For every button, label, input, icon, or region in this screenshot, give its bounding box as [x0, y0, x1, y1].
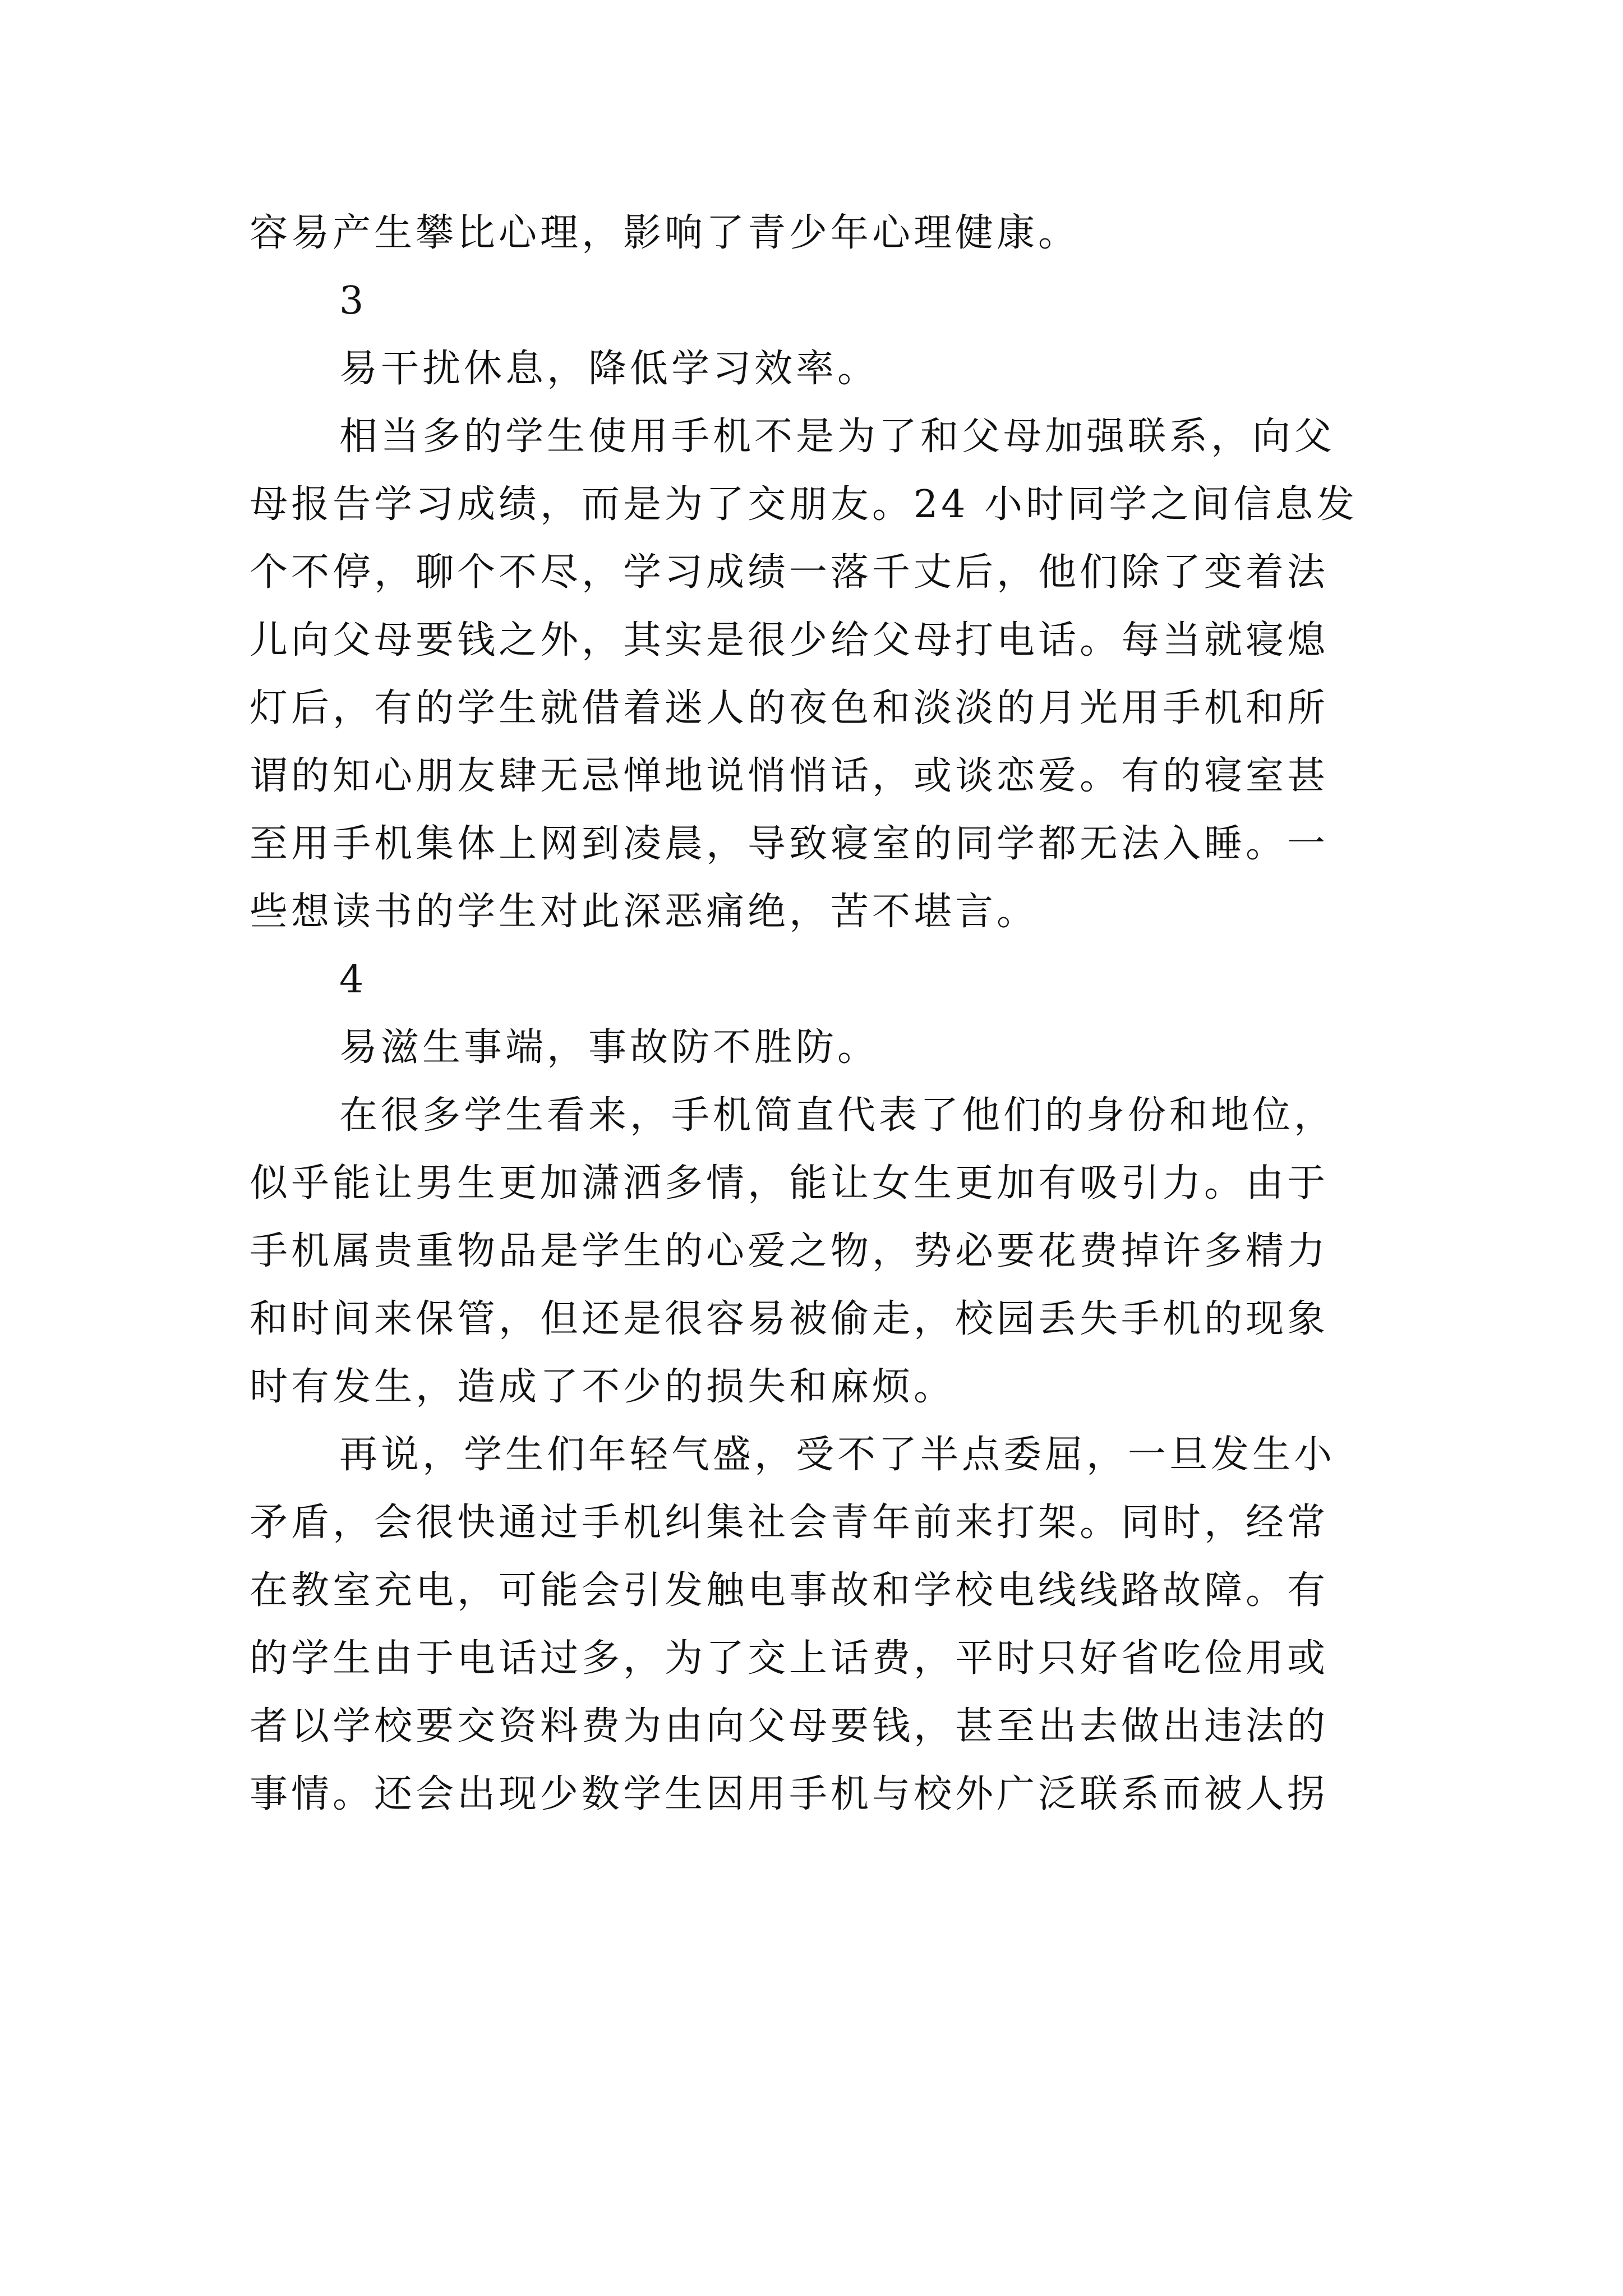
paragraph-first-line: 相当多的学生使用手机不是为了和父母加强联系，向父	[339, 415, 1336, 459]
text-line: 母报告学习成绩，而是为了交朋友。24 小时同学之间信息发	[250, 482, 1358, 527]
text-line: 似乎能让男生更加潇洒多情，能让女生更加有吸引力。由于	[250, 1161, 1329, 1205]
text-line: 事情。还会出现少数学生因用手机与校外广泛联系而被人拐	[250, 1772, 1329, 1816]
section-number: 3	[339, 279, 364, 323]
text-line: 些想读书的学生对此深恶痛绝，苦不堪言。	[250, 890, 1039, 934]
text-line: 的学生由于电话过多，为了交上话费，平时只好省吃俭用或	[250, 1636, 1329, 1681]
text-line: 者以学校要交资料费为由向父母要钱，甚至出去做出违法的	[250, 1704, 1329, 1749]
text-line: 手机属贵重物品是学生的心爱之物，势必要花费掉许多精力	[250, 1229, 1329, 1273]
text-line: 时有发生，造成了不少的损失和麻烦。	[250, 1365, 956, 1409]
paragraph-first-line: 在很多学生看来，手机简直代表了他们的身份和地位，	[339, 1093, 1336, 1138]
text-line: 儿向父母要钱之外，其实是很少给父母打电话。每当就寝熄	[250, 618, 1329, 662]
section-number: 4	[339, 958, 364, 1002]
text-line: 至用手机集体上网到凌晨，导致寝室的同学都无法入睡。一	[250, 822, 1329, 866]
text-line: 灯后，有的学生就借着迷人的夜色和淡淡的月光用手机和所	[250, 686, 1329, 730]
text-line: 谓的知心朋友肆无忌惮地说悄悄话，或谈恋爱。有的寝室甚	[250, 754, 1329, 798]
text-line: 个不停，聊个不尽，学习成绩一落千丈后，他们除了变着法	[250, 550, 1329, 595]
text-line: 容易产生攀比心理，影响了青少年心理健康。	[250, 211, 1080, 255]
text-line: 矛盾，会很快通过手机纠集社会青年前来打架。同时，经常	[250, 1501, 1329, 1545]
text-line: 和时间来保管，但还是很容易被偷走，校园丢失手机的现象	[250, 1297, 1329, 1341]
paragraph-first-line: 再说，学生们年轻气盛，受不了半点委屈，一旦发生小	[339, 1433, 1336, 1477]
document-body	[250, 199, 1388, 1828]
section-heading: 易滋生事端，事故防不胜防。	[339, 1025, 879, 1070]
text-line: 在教室充电，可能会引发触电事故和学校电线线路故障。有	[250, 1568, 1329, 1613]
section-heading: 易干扰休息，降低学习效率。	[339, 347, 879, 391]
